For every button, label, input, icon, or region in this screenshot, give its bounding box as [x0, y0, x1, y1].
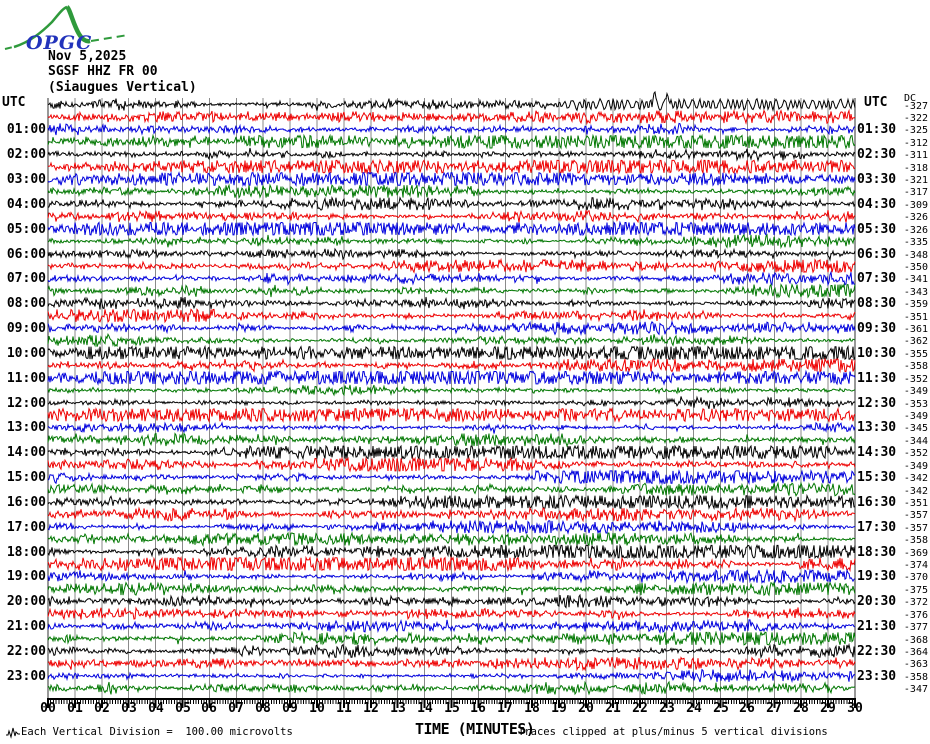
right-time-label: 03:30: [857, 172, 897, 187]
right-time-label: 05:30: [857, 222, 897, 237]
dc-value: -347: [903, 684, 928, 695]
dc-value: -355: [903, 349, 928, 360]
x-tick-label: 08: [255, 701, 271, 716]
dc-value: -374: [903, 560, 928, 571]
x-axis-title: TIME (MINUTES): [415, 720, 535, 738]
x-tick-label: 13: [390, 701, 406, 716]
x-tick-label: 05: [175, 701, 191, 716]
right-time-label: 10:30: [857, 346, 897, 361]
title-station: (Siaugues Vertical): [48, 80, 197, 95]
dc-value: -375: [903, 585, 928, 596]
dc-value: -351: [903, 498, 928, 509]
left-time-label: 21:00: [6, 619, 46, 634]
dc-value: -349: [903, 461, 928, 472]
right-time-label: 16:30: [857, 495, 897, 510]
clip-note: Traces clipped at plus/minus 5 vertical divisions: [518, 726, 828, 738]
x-tick-label: 21: [605, 701, 621, 716]
left-time-label: 05:00: [6, 222, 46, 237]
dc-value: -348: [903, 250, 928, 261]
dc-value: -368: [903, 635, 928, 646]
left-time-label: 13:00: [6, 420, 46, 435]
x-tick-label: 06: [201, 701, 217, 716]
dc-value: -358: [903, 672, 928, 683]
left-time-label: 04:00: [6, 197, 46, 212]
left-time-label: 07:00: [6, 271, 46, 286]
dc-value: -326: [903, 212, 928, 223]
x-tick-label: 22: [632, 701, 648, 716]
opgc-logo-text: OPGC: [26, 32, 93, 54]
title-channel: SGSF HHZ FR 00: [48, 64, 158, 79]
right-time-label: 18:30: [857, 545, 897, 560]
left-time-label: 15:00: [6, 470, 46, 485]
dc-value: -357: [903, 510, 928, 521]
dc-value: -362: [903, 336, 928, 347]
dc-value: -349: [903, 411, 928, 422]
x-tick-label: 03: [121, 701, 137, 716]
dc-value: -370: [903, 572, 928, 583]
x-tick-label: 00: [40, 701, 56, 716]
dc-header: DC: [904, 93, 917, 104]
dc-value: -369: [903, 548, 928, 559]
dc-value: -358: [903, 361, 928, 372]
x-tick-label: 17: [497, 701, 513, 716]
right-time-label: 07:30: [857, 271, 897, 286]
dc-value: -352: [903, 374, 928, 385]
left-utc-header: UTC: [2, 95, 26, 110]
dc-value: -345: [903, 423, 928, 434]
left-time-label: 16:00: [6, 495, 46, 510]
x-tick-label: 20: [578, 701, 594, 716]
x-tick-label: 10: [309, 701, 325, 716]
dc-value: -309: [903, 200, 928, 211]
x-tick-label: 09: [282, 701, 298, 716]
left-time-label: 03:00: [6, 172, 46, 187]
dc-value: -322: [903, 113, 928, 124]
right-time-label: 08:30: [857, 296, 897, 311]
x-tick-label: 14: [417, 701, 433, 716]
x-tick-label: 04: [148, 701, 164, 716]
dc-value: -352: [903, 448, 928, 459]
dc-value: -361: [903, 324, 928, 335]
x-tick-label: 28: [793, 701, 809, 716]
right-time-label: 06:30: [857, 247, 897, 262]
left-time-label: 23:00: [6, 669, 46, 684]
dc-value: -311: [903, 150, 928, 161]
x-tick-label: 07: [228, 701, 244, 716]
right-time-label: 22:30: [857, 644, 897, 659]
right-time-label: 15:30: [857, 470, 897, 485]
dc-value: -376: [903, 610, 928, 621]
dc-value: -342: [903, 486, 928, 497]
x-tick-label: 25: [713, 701, 729, 716]
left-time-label: 18:00: [6, 545, 46, 560]
left-time-label: 09:00: [6, 321, 46, 336]
left-time-label: 11:00: [6, 371, 46, 386]
scale-note: Each Vertical Division = 100.00 microvolts: [21, 726, 293, 738]
dc-value: -364: [903, 647, 928, 658]
seismo-mark-icon: [5, 726, 21, 739]
x-tick-label: 27: [766, 701, 782, 716]
title-date: Nov 5,2025: [48, 49, 127, 64]
x-tick-label: 02: [94, 701, 110, 716]
right-time-label: 19:30: [857, 569, 897, 584]
left-time-label: 06:00: [6, 247, 46, 262]
right-time-label: 21:30: [857, 619, 897, 634]
left-time-label: 01:00: [6, 122, 46, 137]
x-tick-label: 26: [739, 701, 755, 716]
left-time-label: 17:00: [6, 520, 46, 535]
x-tick-label: 18: [524, 701, 540, 716]
x-tick-label: 12: [363, 701, 379, 716]
dc-value: -341: [903, 274, 928, 285]
left-time-label: 08:00: [6, 296, 46, 311]
dc-value: -342: [903, 473, 928, 484]
x-tick-label: 16: [470, 701, 486, 716]
dc-value: -318: [903, 163, 928, 174]
right-time-label: 14:30: [857, 445, 897, 460]
dc-value: -335: [903, 237, 928, 248]
x-tick-label: 15: [444, 701, 460, 716]
dc-value: -312: [903, 138, 928, 149]
x-tick-label: 23: [659, 701, 675, 716]
left-time-label: 14:00: [6, 445, 46, 460]
left-time-label: 02:00: [6, 147, 46, 162]
dc-value: -327: [903, 101, 928, 112]
dc-value: -358: [903, 535, 928, 546]
dc-value: -363: [903, 659, 928, 670]
right-time-label: 09:30: [857, 321, 897, 336]
right-time-label: 12:30: [857, 396, 897, 411]
x-tick-label: 19: [551, 701, 567, 716]
left-time-label: 19:00: [6, 569, 46, 584]
x-tick-label: 30: [847, 701, 863, 716]
right-time-label: 23:30: [857, 669, 897, 684]
x-tick-label: 01: [67, 701, 83, 716]
right-time-label: 17:30: [857, 520, 897, 535]
dc-value: -359: [903, 299, 928, 310]
x-tick-label: 11: [336, 701, 352, 716]
dc-value: -350: [903, 262, 928, 273]
left-time-label: 22:00: [6, 644, 46, 659]
right-time-label: 04:30: [857, 197, 897, 212]
right-time-label: 13:30: [857, 420, 897, 435]
dc-value: -344: [903, 436, 928, 447]
dc-value: -353: [903, 399, 928, 410]
dc-value: -326: [903, 225, 928, 236]
x-tick-label: 29: [820, 701, 836, 716]
dc-value: -357: [903, 523, 928, 534]
dc-value: -349: [903, 386, 928, 397]
right-time-label: 11:30: [857, 371, 897, 386]
dc-value: -343: [903, 287, 928, 298]
dc-value: -372: [903, 597, 928, 608]
right-time-label: 01:30: [857, 122, 897, 137]
dc-value: -325: [903, 125, 928, 136]
dc-value: -321: [903, 175, 928, 186]
right-time-label: 02:30: [857, 147, 897, 162]
dc-value: -317: [903, 187, 928, 198]
right-utc-header: UTC: [864, 95, 888, 110]
right-time-label: 20:30: [857, 594, 897, 609]
x-tick-label: 24: [686, 701, 702, 716]
dc-value: -377: [903, 622, 928, 633]
left-time-label: 10:00: [6, 346, 46, 361]
left-time-label: 20:00: [6, 594, 46, 609]
dc-value: -351: [903, 312, 928, 323]
left-time-label: 12:00: [6, 396, 46, 411]
